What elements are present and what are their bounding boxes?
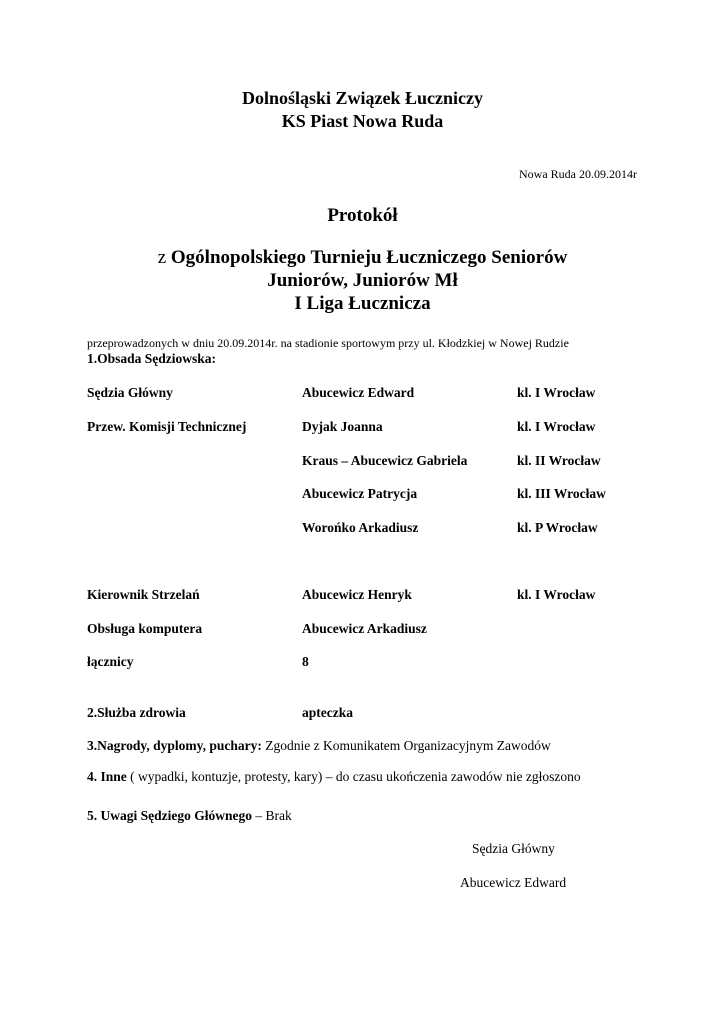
referee-class: kl. III Wrocław [517,486,606,501]
section-5 [87,808,292,824]
staff-name: Abucewicz Arkadiusz [302,621,427,636]
subtitle-line-2: Juniorów, Juniorów Mł [267,270,458,291]
section-4 [87,769,581,785]
referee-class: kl. I Wrocław [517,419,596,434]
subtitle-line-1 [0,247,725,269]
section-3-value: Zgodnie z Komunikatem Organizacyjnym Zawodów [265,738,551,753]
subtitle-prefix: z [157,247,167,268]
section-5-label: 5. Uwagi Sędziego Głównego [87,808,252,823]
section-2-label: 2.Służba zdrowia [87,705,186,720]
referee-name: Worońko Arkadiusz [302,520,419,535]
section-3 [87,738,551,754]
referee-class: kl. I Wrocław [517,385,596,400]
staff-name: Abucewicz Henryk [302,587,412,602]
referee-class: kl. II Wrocław [517,453,601,468]
referee-name: Abucewicz Patrycja [302,486,418,501]
referee-name: Abucewicz Edward [302,385,415,400]
place-date: Nowa Ruda 20.09.2014r [519,167,637,181]
section-4-value: ( wypadki, kontuzje, protesty, kary) – do czasu ukończenia zawodów nie zgłoszono [130,769,581,784]
subtitle-line-1-text: Ogólnopolskiego Turnieju Łuczniczego Seniorów [170,247,568,268]
staff-class: kl. I Wrocław [517,587,596,602]
section-3-label: 3.Nagrody, dyplomy, puchary: [87,738,262,753]
referee-class: kl. P Wrocław [517,520,598,535]
document-title: Protokół [327,205,398,226]
section-5-value: – Brak [255,808,292,823]
section-1-heading: 1.Obsada Sędziowska: [87,351,217,366]
referee-name: Dyjak Joanna [302,419,383,434]
section-4-label: 4. Inne [87,769,127,784]
club-name: KS Piast Nowa Ruda [281,111,444,131]
subtitle-line-3: I Liga Łucznicza [294,293,431,314]
staff-count: 8 [302,654,309,669]
referee-role: Przew. Komisji Technicznej [87,419,247,434]
signature-name: Abucewicz Edward [460,875,567,890]
section-2-value: apteczka [302,705,353,720]
referee-role: Sędzia Główny [87,385,173,400]
org-name: Dolnośląski Związek Łuczniczy [241,88,483,108]
signature-role: Sędzia Główny [472,841,555,856]
intro-text: przeprowadzonych w dniu 20.09.2014r. na stadionie sportowym przy ul. Kłodzkiej w Nowej Rudzie [87,336,569,350]
staff-role: Kierownik Strzelań [87,587,200,602]
referee-name: Kraus – Abucewicz Gabriela [302,453,468,468]
staff-role: łącznicy [87,654,134,669]
staff-role: Obsługa komputera [87,621,203,636]
